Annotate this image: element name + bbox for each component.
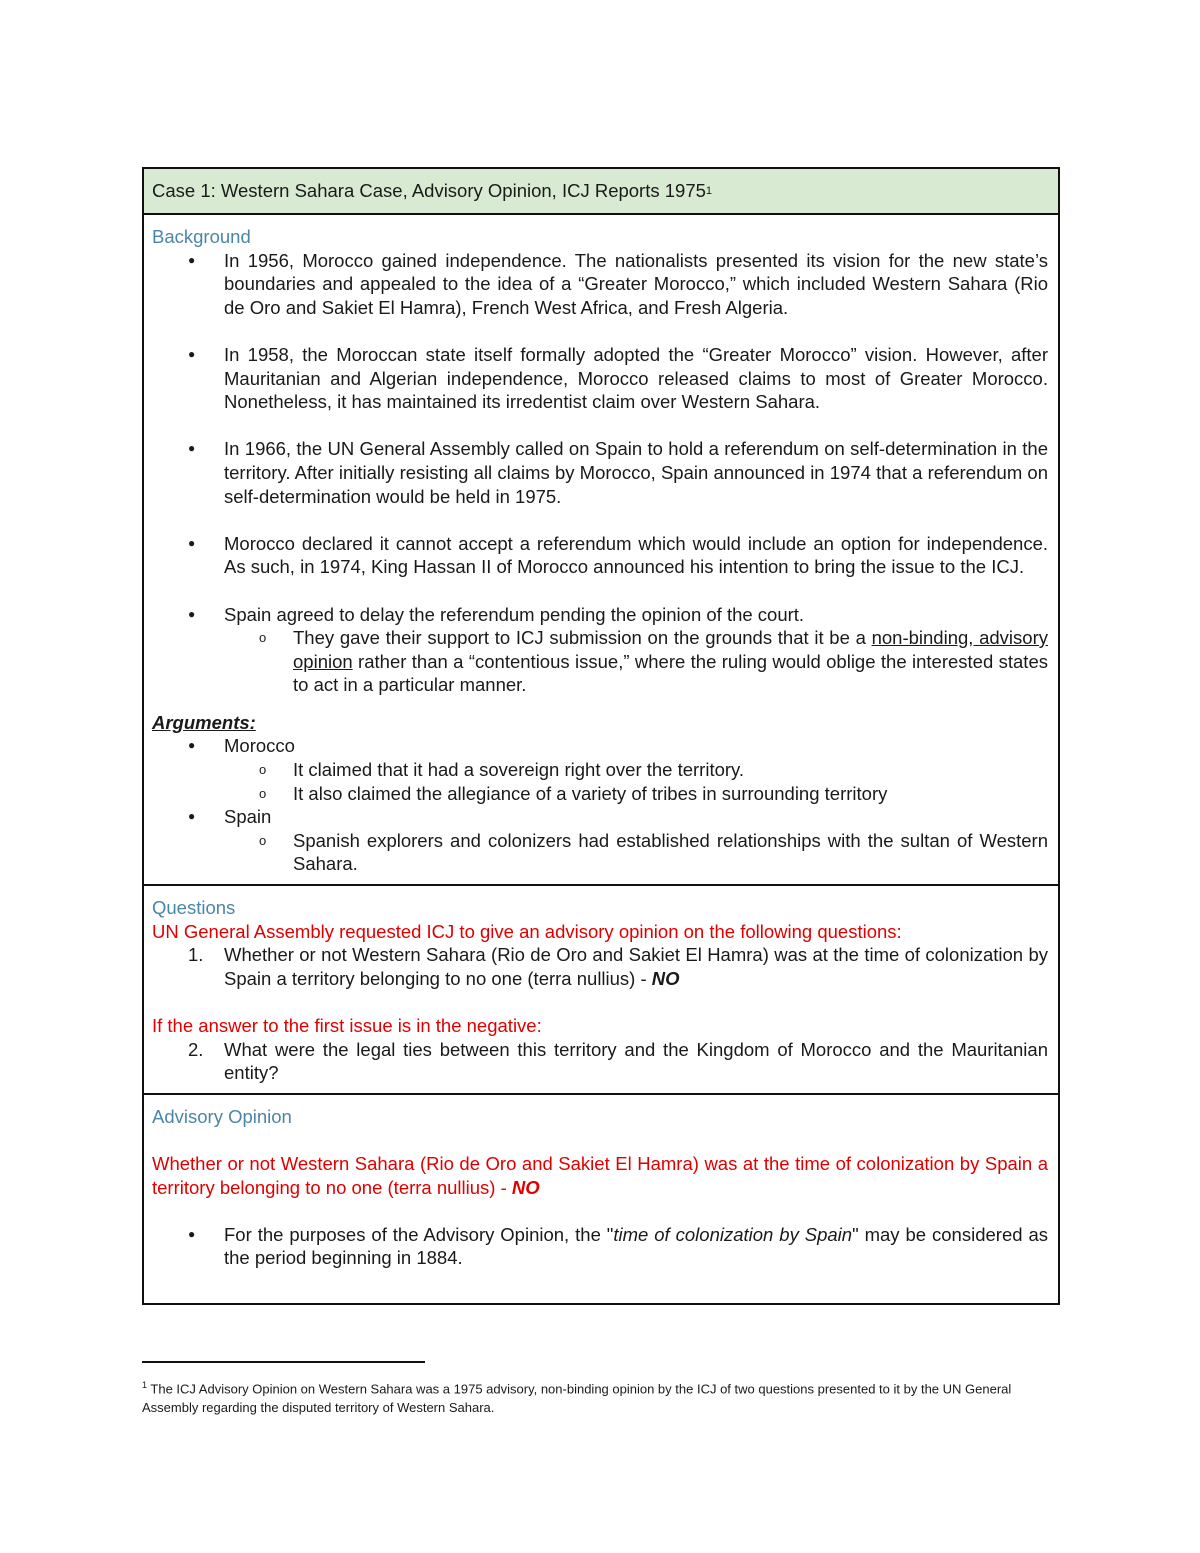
bullet-icon: ● — [188, 738, 196, 753]
question-item: 2. What were the legal ties between this territory and the Kingdom of Morocco and the Mauritanian entity? — [188, 1038, 1048, 1084]
questions-list-2 — [152, 1038, 1048, 1085]
background-item: ● In 1956, Morocco gained independence. The nationalists presented its vision for the new state’s boundaries and appealed to the idea of a “Greater Morocco,” which included Western Sahara (Rio de Oro and Sakiet El Hamra), French West Africa, and Fresh Algeria. — [188, 249, 1048, 318]
background-list — [152, 249, 1048, 697]
background-item: ● In 1958, the Moroccan state itself formally adopted the “Greater Morocco” vision. However, after Mauritanian and Algerian independence, Morocco released claims to most of Greater Morocco. Nonetheless, it has maintained its irredentist claim over Western Sahara. — [188, 343, 1048, 413]
footnote-divider — [142, 1361, 425, 1363]
advisory-heading: Advisory Opinion — [152, 1105, 292, 1127]
bullet-icon: ● — [188, 346, 196, 361]
questions-heading: Questions — [152, 897, 236, 919]
bullet-icon: ● — [188, 441, 196, 456]
background-sub-item: o They gave their support to ICJ submission on the grounds that it be a non-binding, advisory opinion rather than a “contentious issue,” where the ruling would oblige the interested states to act in a particular manner. — [259, 627, 1048, 696]
case-title: Case 1: Western Sahara Case, Advisory Opinion, ICJ Reports 1975 1 — [144, 169, 1058, 215]
footnote-text: The ICJ Advisory Opinion on Western Sahara was a 1975 advisory, non-binding opinion by the ICJ of two questions presented to it by the UN General Assembly regarding the disputed territory of Western Sahara. — [142, 1381, 1012, 1416]
argument-point: o Spanish explorers and colonizers had established relationships with the sultan of Western Sahara. — [259, 829, 1048, 875]
argument-party: ● Morocco — [188, 735, 295, 757]
questions-list-1 — [152, 943, 1048, 990]
answer-no: NO — [651, 967, 680, 989]
advisory-section — [144, 1095, 1058, 1303]
background-item: ● Spain agreed to delay the referendum pending the opinion of the court. — [188, 603, 805, 625]
advisory-point: ● For the purposes of the Advisory Opinion, the "time of colonization by Spain" may be considered as the period beginning in 1884. — [188, 1223, 1049, 1269]
advisory-list — [152, 1223, 1048, 1270]
conditional-text: If the answer to the first issue is in the negative: — [152, 1015, 542, 1036]
bullet-icon: ● — [188, 535, 196, 550]
bullet-icon: ● — [188, 1226, 196, 1241]
case-title-text: Case 1: Western Sahara Case, Advisory Opinion, ICJ Reports 1975 — [152, 180, 706, 201]
bullet-icon: ● — [188, 809, 196, 824]
questions-intro: UN General Assembly requested ICJ to give an advisory opinion on the following questions: — [152, 920, 902, 942]
circle-bullet-icon: o — [259, 832, 267, 848]
argument-point: o It also claimed the allegiance of a variety of tribes in surrounding territory — [259, 782, 888, 804]
background-heading: Background — [152, 226, 251, 247]
advisory-question: Whether or not Western Sahara (Rio de Oro and Sakiet El Hamra) was at the time of colonization by Spain a territory belonging to no one (terra nullius) - NO — [152, 1152, 1048, 1198]
bullet-icon: ● — [188, 252, 196, 267]
background-item: ● Morocco declared it cannot accept a referendum which would include an option for independence. As such, in 1974, King Hassan II of Morocco announced his intention to bring the issue to the ICJ. — [188, 532, 1048, 578]
background-section — [144, 215, 1058, 886]
background-item: ● In 1966, the UN General Assembly called on Spain to hold a referendum on self-determination in the territory. After initially resisting all claims by Morocco, Spain announced in 1974 that a referendum on self-determination would be held in 1975. — [188, 438, 1048, 507]
argument-point: o It claimed that it had a sovereign right over the territory. — [259, 759, 745, 781]
circle-bullet-icon: o — [259, 785, 267, 801]
questions-section — [144, 886, 1058, 1095]
question-item: 1. Whether or not Western Sahara (Rio de Oro and Sakiet El Hamra) was at the time of colonization by Spain a territory belonging to no one (terra nullius) - NO — [188, 944, 1048, 989]
arguments-heading: Arguments: — [152, 711, 256, 733]
case-table — [142, 167, 1060, 1305]
argument-party: ● Spain — [188, 806, 272, 828]
arguments-list — [152, 734, 1048, 876]
footnote — [142, 1376, 1060, 1417]
circle-bullet-icon: o — [259, 762, 267, 778]
advisory-answer-no: NO — [511, 1176, 540, 1198]
footnote-number: 1 — [142, 1380, 148, 1390]
bullet-icon: ● — [188, 606, 196, 621]
circle-bullet-icon: o — [259, 630, 267, 646]
non-binding-phrase: non-binding, advisory opinion — [293, 627, 1048, 672]
